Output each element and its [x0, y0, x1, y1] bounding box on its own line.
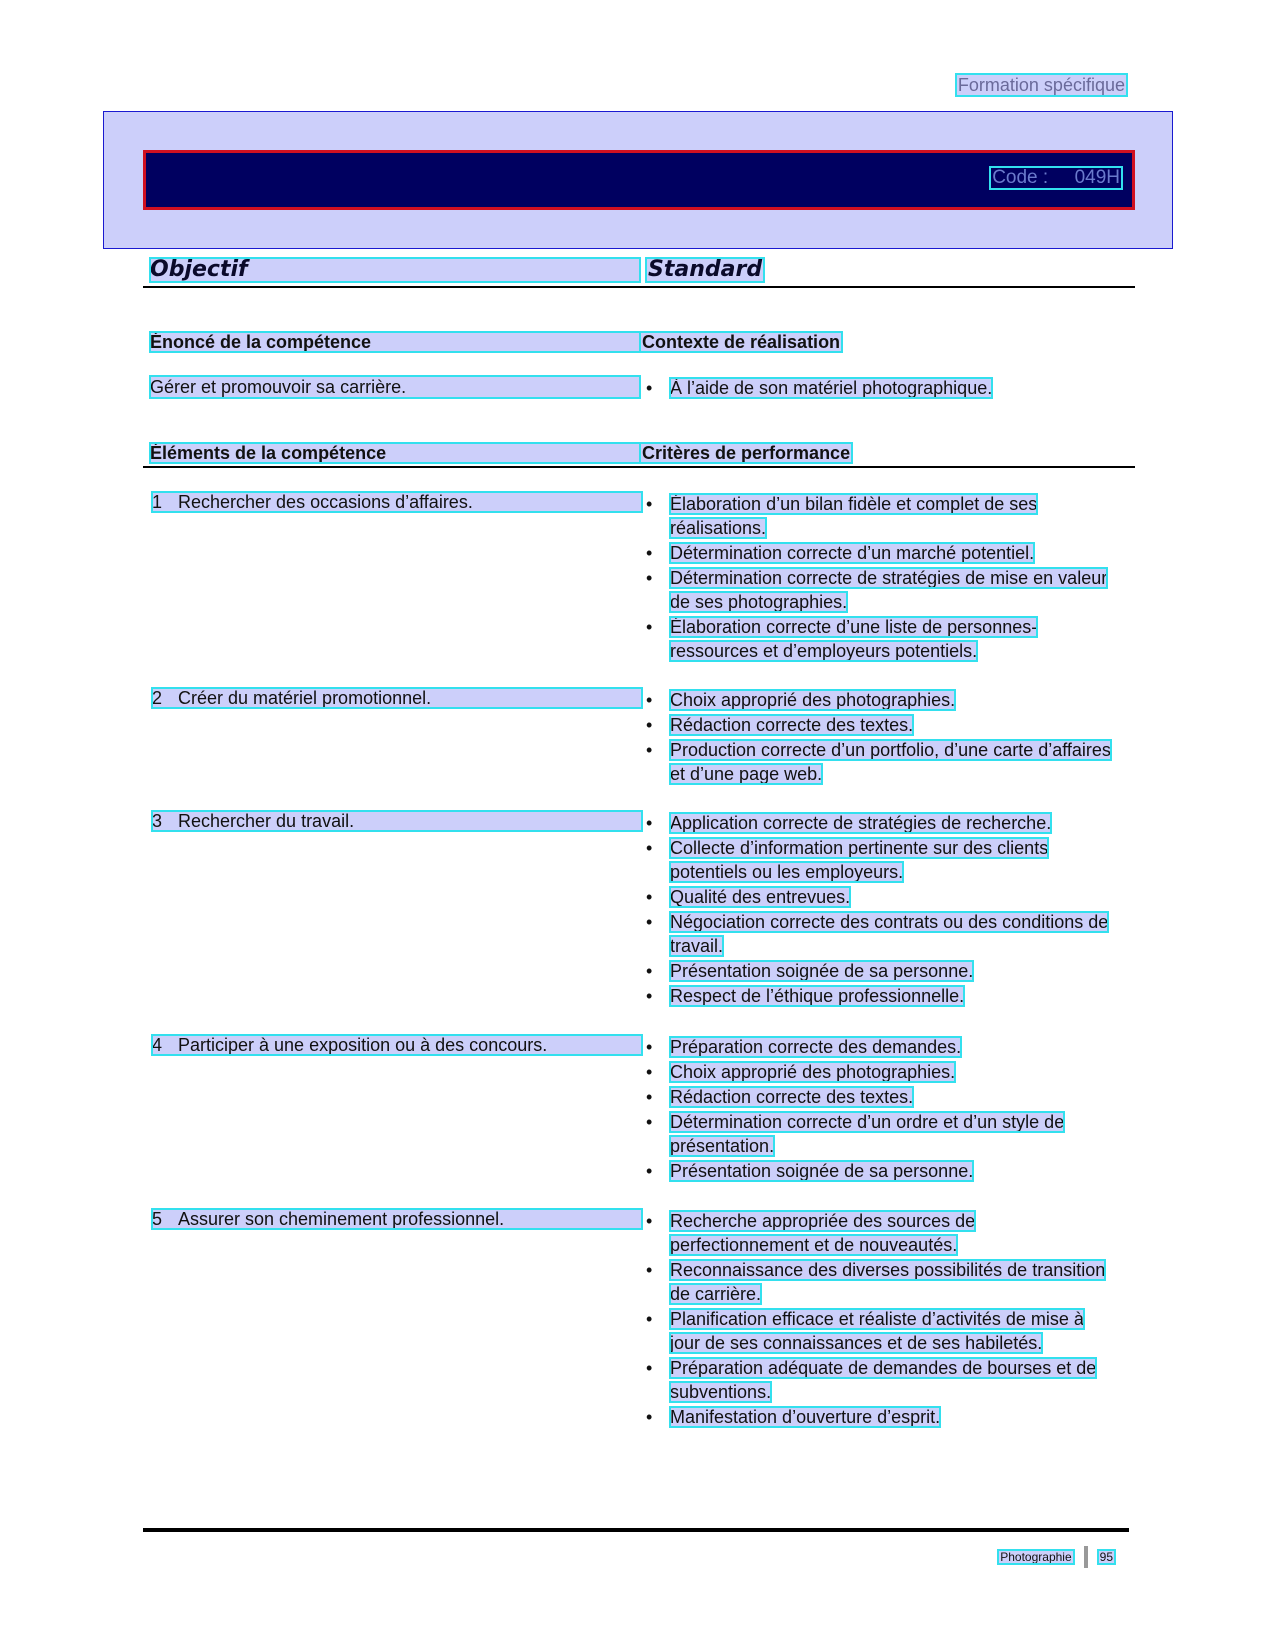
criteres-label: Critères de performance	[642, 443, 851, 463]
criteria-list-5	[646, 1209, 1116, 1430]
list-item: • Reconnaissance des diverses possibilités de transition de carrière.	[646, 1258, 1116, 1306]
footer-rule	[143, 1528, 1129, 1532]
element-number: 4	[152, 1035, 163, 1055]
element-2	[152, 688, 642, 708]
element-text: Participer à une exposition ou à des concours.	[178, 1035, 548, 1055]
element-text: Rechercher du travail.	[178, 811, 355, 831]
objectif-heading: Objectif	[150, 258, 640, 282]
list-item: • Présentation soignée de sa personne.	[646, 1159, 1116, 1183]
element-number: 3	[152, 811, 163, 831]
page-footer	[998, 1546, 1115, 1568]
list-item: • Détermination correcte d’un marché potentiel.	[646, 541, 1116, 565]
list-item: • Détermination correcte d’un ordre et d’un style de présentation.	[646, 1110, 1116, 1158]
footer-separator	[1084, 1546, 1088, 1568]
criteria-list-1	[646, 492, 1116, 664]
list-item: • Rédaction correcte des textes.	[646, 713, 1116, 737]
list-item: • Négociation correcte des contrats ou des conditions de travail.	[646, 910, 1116, 958]
criteria-list-2	[646, 688, 1116, 787]
list-item: • Préparation adéquate de demandes de bourses et de subventions.	[646, 1356, 1116, 1404]
list-item: • Présentation soignée de sa personne.	[646, 959, 1116, 983]
element-4	[152, 1035, 642, 1055]
footer-program: Photographie	[1000, 1550, 1072, 1564]
element-5	[152, 1209, 642, 1229]
list-item: • À l’aide de son matériel photographique.	[646, 376, 1116, 400]
list-item: • Élaboration correcte d’une liste de personnes-ressources et d’employeurs potentiels.	[646, 615, 1116, 663]
contexte-label: Contexte de réalisation	[642, 332, 841, 352]
element-text: Créer du matériel promotionnel.	[178, 688, 432, 708]
element-text: Rechercher des occasions d’affaires.	[178, 492, 473, 512]
list-item: • Détermination correcte de stratégies de mise en valeur de ses photographies.	[646, 566, 1116, 614]
element-number: 2	[152, 688, 163, 708]
heading-rule	[143, 286, 1135, 288]
list-item: • Respect de l’éthique professionnelle.	[646, 984, 1116, 1008]
enonce-label: Énoncé de la compétence	[150, 332, 640, 352]
list-item: • Production correcte d’un portfolio, d’une carte d’affaires et d’une page web.	[646, 738, 1116, 786]
standard-heading: Standard	[648, 257, 763, 282]
list-item: • Qualité des entrevues.	[646, 885, 1116, 909]
elements-rule	[143, 466, 1135, 468]
list-item: • Élaboration d’un bilan fidèle et complet de ses réalisations.	[646, 492, 1116, 540]
list-item: • Planification efficace et réaliste d’activités de mise à jour de ses connaissances et de ses habiletés.	[646, 1307, 1116, 1355]
criteria-list-4	[646, 1035, 1116, 1184]
list-item: • Préparation correcte des demandes.	[646, 1035, 1116, 1059]
enonce-text: Gérer et promouvoir sa carrière.	[150, 376, 640, 398]
code-bar	[143, 150, 1135, 210]
list-item: • Recherche appropriée des sources de perfectionnement et de nouveautés.	[646, 1209, 1116, 1257]
criteria-list-3	[646, 811, 1116, 1009]
element-text: Assurer son cheminement professionnel.	[178, 1209, 505, 1229]
element-number: 5	[152, 1209, 163, 1229]
list-item: • Manifestation d’ouverture d’esprit.	[646, 1405, 1116, 1429]
list-item: • Application correcte de stratégies de recherche.	[646, 811, 1116, 835]
page-number: 95	[1099, 1550, 1113, 1564]
list-item: • Collecte d’information pertinente sur des clients potentiels ou les employeurs.	[646, 836, 1116, 884]
list-item: • Choix approprié des photographies.	[646, 1060, 1116, 1084]
competency-code: Code : 049H	[992, 167, 1120, 188]
element-1	[152, 492, 642, 512]
element-3	[152, 811, 642, 831]
elements-label: Éléments de la compétence	[150, 443, 640, 463]
list-item: • Choix approprié des photographies.	[646, 688, 1116, 712]
element-number: 1	[152, 492, 163, 512]
running-header: Formation spécifique	[957, 75, 1125, 95]
list-item: • Rédaction correcte des textes.	[646, 1085, 1116, 1109]
contexte-list	[646, 376, 1116, 401]
